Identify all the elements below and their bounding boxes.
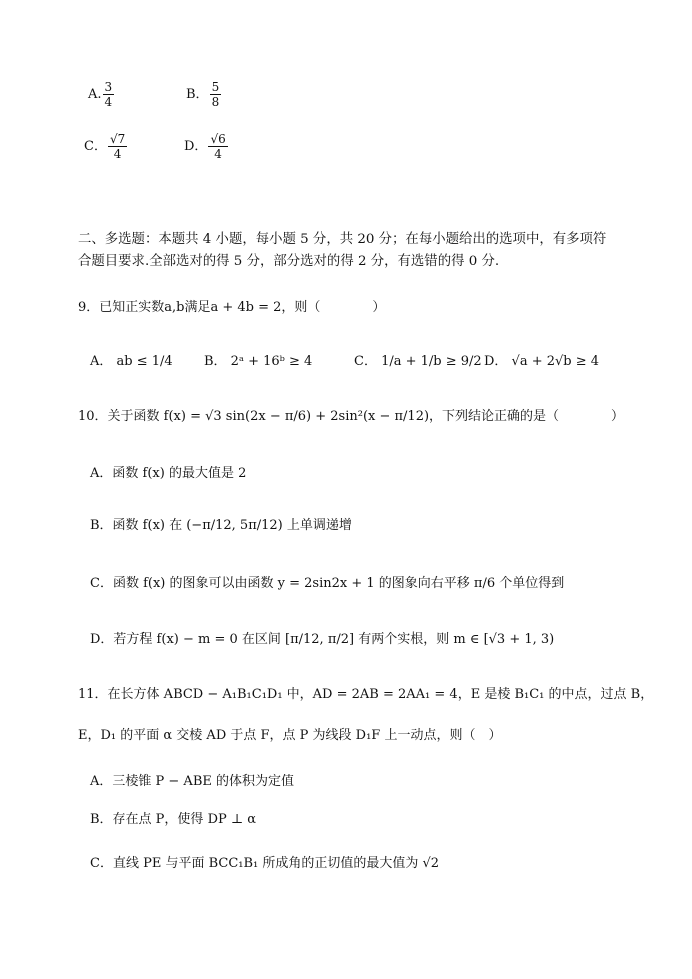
q10-option-c: C．函数 f(x) 的图象可以由函数 y = 2sin2x + 1 的图象向右平移 π/6 个单位得到 <box>90 576 565 591</box>
q10-stem: 10．关于函数 f(x) = √3 sin(2x − π/6) + 2sin²(x − π/12)，下列结论正确的是（ ） <box>78 409 625 424</box>
q9-option-a: A． ab ≤ 1/4 <box>90 354 173 369</box>
fraction: $\frac{√7}{4}$ <box>109 132 126 161</box>
q10-option-b: B．函数 f(x) 在 (−π/12, 5π/12) 上单调递增 <box>90 518 352 533</box>
option-label: D． <box>184 139 208 154</box>
option-label: A. <box>88 87 102 102</box>
fraction: $\frac{√6}{4}$ <box>210 132 226 161</box>
q8-option-c <box>84 132 128 161</box>
q9-stem: 9．已知正实数a,b满足a + 4b = 2，则（ ） <box>78 300 386 315</box>
q8-option-b <box>186 80 222 109</box>
q11-stem-line1: 11．在长方体 ABCD − A₁B₁C₁D₁ 中，AD = 2AB = 2AA₁ = 4，E 是棱 B₁C₁ 的中点，过点 B， <box>78 687 654 702</box>
q8-option-a <box>88 80 115 109</box>
q10-option-d: D．若方程 f(x) − m = 0 在区间 [π/12, π/2] 有两个实根，则 m ∈ [√3 + 1, 3) <box>90 632 555 647</box>
q10-option-a: A．函数 f(x) 的最大值是 2 <box>90 466 247 481</box>
q11-option-b: B．存在点 P，使得 DP ⊥ α <box>90 812 257 827</box>
q9-option-d: D． √a + 2√b ≥ 4 <box>484 354 600 369</box>
section2-line1: 二、多选题：本题共 4 小题，每小题 5 分，共 20 分；在每小题给出的选项中，有多项符 <box>78 232 607 247</box>
q8-option-d <box>184 132 229 161</box>
option-label: B． <box>186 87 209 102</box>
fraction: $\frac{3}{4}$ <box>104 80 113 109</box>
fraction: $\frac{5}{8}$ <box>211 80 220 109</box>
q11-stem-line2: E，D₁ 的平面 α 交棱 AD 于点 F，点 P 为线段 D₁F 上一动点，则（ ） <box>78 728 502 743</box>
q11-option-a: A．三棱锥 P − ABE 的体积为定值 <box>90 774 294 789</box>
q9-option-b: B． 2ᵃ + 16ᵇ ≥ 4 <box>204 354 313 369</box>
q9-option-c: C． 1/a + 1/b ≥ 9/2 <box>354 354 482 369</box>
section2-line2: 合题目要求.全部选对的得 5 分，部分选对的得 2 分，有选错的得 0 分. <box>78 254 500 269</box>
option-label: C． <box>84 139 107 154</box>
q11-option-c: C．直线 PE 与平面 BCC₁B₁ 所成角的正切值的最大值为 √2 <box>90 856 440 871</box>
